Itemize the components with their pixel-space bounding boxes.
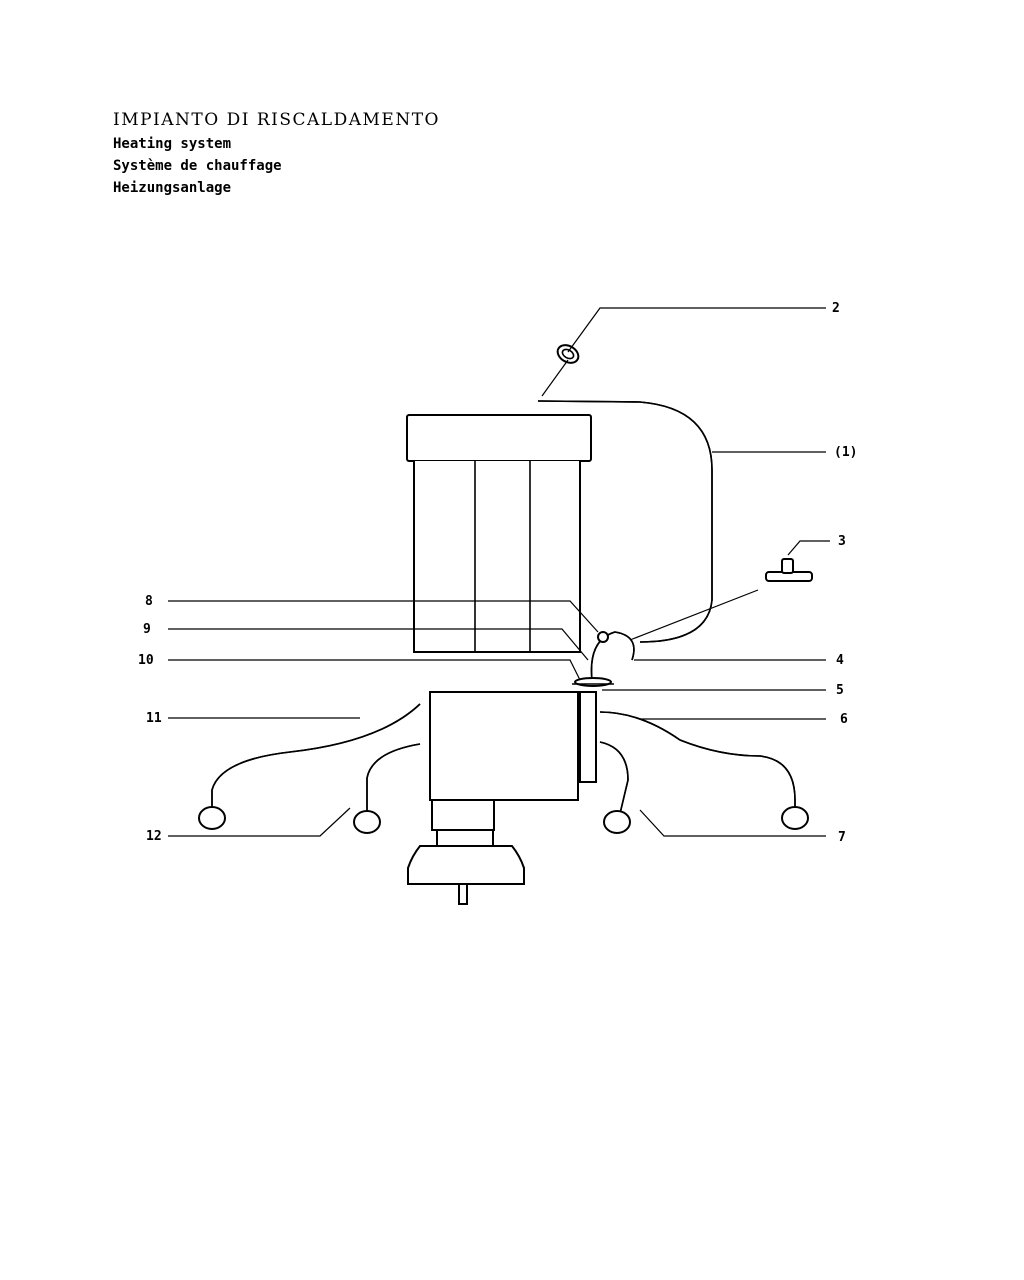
- callout-11: 11: [146, 711, 162, 726]
- title-italian: IMPIANTO DI RISCALDAMENTO: [113, 110, 440, 130]
- title-french: Système de chauffage: [113, 158, 282, 174]
- title-german: Heizungsanlage: [113, 180, 232, 196]
- t-fitting-3: [766, 559, 812, 581]
- hose-11: [199, 704, 420, 829]
- callout-2: 2: [832, 301, 840, 316]
- callout-3: 3: [838, 534, 846, 549]
- callout-6: 6: [840, 712, 848, 727]
- hose-6: [600, 712, 808, 829]
- callout-8: 8: [145, 594, 153, 609]
- hose-12: [354, 744, 420, 833]
- callout-1: (1): [834, 445, 858, 460]
- pipe-5: [580, 692, 596, 782]
- callout-7: 7: [838, 830, 846, 845]
- callout-5: 5: [836, 683, 844, 698]
- hose-clamp-2: [554, 342, 581, 367]
- callout-12: 12: [146, 829, 162, 844]
- callout-9: 9: [143, 622, 151, 637]
- hose-7: [600, 742, 630, 833]
- gasket-10: [572, 678, 614, 686]
- reservoir-tank: [407, 415, 591, 652]
- title-english: Heating system: [113, 136, 232, 152]
- callout-10: 10: [138, 653, 154, 668]
- elbow-hose-4: [591, 632, 633, 680]
- heater-box: [408, 692, 578, 904]
- callout-4: 4: [836, 653, 844, 668]
